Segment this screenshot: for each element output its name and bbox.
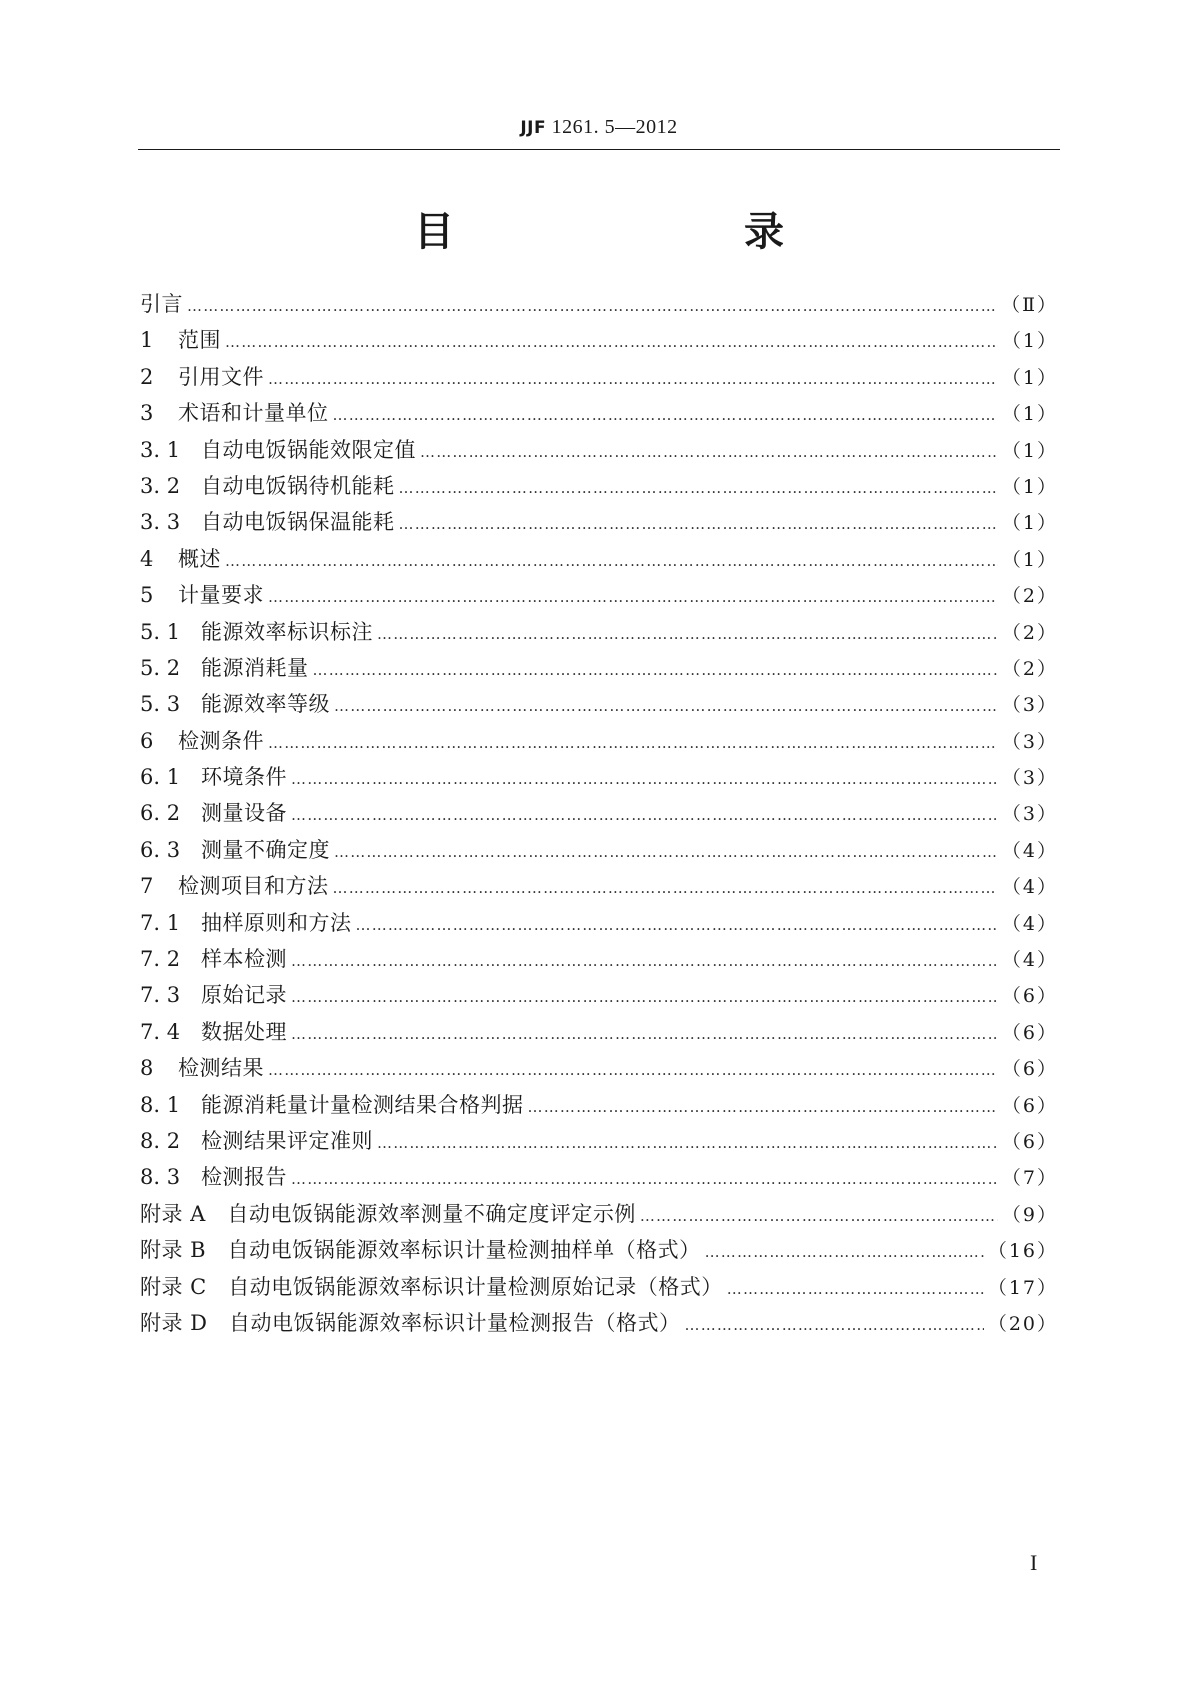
toc-entry-label: 抽样原则和方法 <box>201 910 352 935</box>
toc-entry-number: 3 <box>140 401 154 426</box>
toc-entry-page: （2） <box>1001 657 1058 680</box>
toc-entry-label: 测量设备 <box>201 801 287 826</box>
toc-leader-dots <box>399 479 998 497</box>
toc-entry[interactable] <box>140 1307 1058 1343</box>
toc-entry-page: （4） <box>1001 949 1058 972</box>
toc-entry-page: （6） <box>1001 1094 1058 1117</box>
toc-entry[interactable] <box>140 834 1058 870</box>
toc-entry[interactable] <box>140 579 1058 615</box>
toc-entry-number: 1 <box>140 328 154 353</box>
toc-entry-label: 环境条件 <box>201 765 287 790</box>
toc-entry-label: 概述 <box>178 546 221 571</box>
toc-entry-number: 5. 1 <box>140 619 181 644</box>
toc-entry-label: 能源效率等级 <box>201 692 330 717</box>
toc-entry-number: 6. 1 <box>140 765 181 790</box>
toc-entry-number: 3. 3 <box>140 510 181 535</box>
toc-entry[interactable] <box>140 1198 1058 1234</box>
toc-entry-number: 5 <box>140 583 154 608</box>
toc-leader-dots <box>225 333 998 351</box>
toc-leader-dots <box>291 770 998 788</box>
toc-entry-number: 3. 2 <box>140 473 181 498</box>
toc-entry[interactable] <box>140 1125 1058 1161</box>
toc-leader-dots <box>377 625 998 643</box>
toc-entry[interactable] <box>140 1161 1058 1197</box>
toc-entry-number: 2 <box>140 364 154 389</box>
toc-entry-page: （7） <box>1001 1167 1058 1190</box>
toc-entry-label: 引言 <box>140 292 183 316</box>
toc-entry[interactable] <box>140 506 1058 542</box>
toc-entry-page: （1） <box>1001 475 1058 498</box>
toc-entry-page: （1） <box>1001 403 1058 426</box>
toc-entry-page: （6） <box>1001 1058 1058 1081</box>
toc-entry-label: 附录 D 自动电饭锅能源效率标识计量检测报告（格式） <box>140 1310 681 1335</box>
toc-entry-label: 术语和计量单位 <box>178 401 329 426</box>
toc-leader-dots <box>313 661 998 679</box>
toc-entry[interactable] <box>140 1234 1058 1270</box>
toc-entry-page: （16） <box>987 1240 1058 1263</box>
toc-entry[interactable] <box>140 907 1058 943</box>
toc-leader-dots <box>268 734 998 752</box>
toc-entry-page: （1） <box>1001 439 1058 462</box>
toc-entry-label: 自动电饭锅待机能耗 <box>201 473 395 498</box>
toc-entry-page: （Ⅱ） <box>1001 294 1058 316</box>
toc-entry-number: 4 <box>140 546 154 571</box>
toc-entry[interactable] <box>140 979 1058 1015</box>
toc-leader-dots <box>377 1134 998 1152</box>
toc-leader-dots <box>705 1243 984 1261</box>
toc-entry[interactable] <box>140 288 1058 324</box>
toc-entry[interactable] <box>140 1052 1058 1088</box>
toc-entry-page: （3） <box>1001 767 1058 790</box>
toc-entry-label: 样本检测 <box>201 947 287 972</box>
toc-entry-number: 5. 3 <box>140 692 181 717</box>
toc-entry[interactable] <box>140 324 1058 360</box>
toc-entry-page: （6） <box>1001 1021 1058 1044</box>
toc-leader-dots <box>528 1098 998 1116</box>
toc-entry-label: 测量不确定度 <box>201 837 330 862</box>
toc-entry-page: （1） <box>1001 330 1058 353</box>
toc-entry[interactable] <box>140 761 1058 797</box>
toc-entry-page: （1） <box>1001 366 1058 389</box>
toc-entry[interactable] <box>140 434 1058 470</box>
document-header <box>138 116 1060 139</box>
toc-entry[interactable] <box>140 470 1058 506</box>
toc-leader-dots <box>291 952 998 970</box>
toc-entry-label: 检测结果 <box>178 1056 264 1081</box>
toc-entry-label: 引用文件 <box>178 364 264 389</box>
toc-entry-number: 5. 2 <box>140 655 181 680</box>
toc-entry[interactable] <box>140 725 1058 761</box>
toc-entry-number: 7. 4 <box>140 1019 181 1044</box>
toc-entry-label: 能源效率标识标注 <box>201 619 373 644</box>
toc-entry[interactable] <box>140 1271 1058 1307</box>
toc-leader-dots <box>334 843 998 861</box>
toc-entry-number: 8. 2 <box>140 1128 181 1153</box>
toc-entry-label: 检测结果评定准则 <box>201 1128 373 1153</box>
toc-entry-page: （1） <box>1001 548 1058 571</box>
toc-entry-number: 8 <box>140 1056 154 1081</box>
toc-entry-number: 7 <box>140 874 154 899</box>
toc-leader-dots <box>727 1280 984 1298</box>
toc-entry-page: （1） <box>1001 512 1058 535</box>
toc-entry-page: （2） <box>1001 621 1058 644</box>
toc-entry-number: 7. 1 <box>140 910 181 935</box>
toc-entry-label: 检测报告 <box>201 1165 287 1190</box>
toc-entry-page: （4） <box>1001 839 1058 862</box>
toc-leader-dots <box>268 588 998 606</box>
page-number: I <box>1030 1550 1038 1575</box>
toc-entry-number: 8. 1 <box>140 1092 181 1117</box>
page-title: 目 录 <box>414 209 854 255</box>
toc-entry-page: （6） <box>1001 1130 1058 1153</box>
toc-leader-dots <box>333 406 998 424</box>
toc-entry-number: 8. 3 <box>140 1165 181 1190</box>
standard-number: 1261. 5—2012 <box>551 116 678 138</box>
toc-entry-number: 3. 1 <box>140 437 181 462</box>
toc-entry-page: （4） <box>1001 876 1058 899</box>
toc-entry-label: 检测项目和方法 <box>178 874 329 899</box>
toc-entry[interactable] <box>140 652 1058 688</box>
toc-entry[interactable] <box>140 543 1058 579</box>
toc-entry-page: （3） <box>1001 803 1058 826</box>
toc-entry[interactable] <box>140 1089 1058 1125</box>
toc-leader-dots <box>268 370 998 388</box>
toc-leader-dots <box>420 443 998 461</box>
toc-entry[interactable] <box>140 616 1058 652</box>
toc-entry-number: 6. 3 <box>140 837 181 862</box>
toc-leader-dots <box>291 1170 998 1188</box>
toc-entry-page: （3） <box>1001 694 1058 717</box>
toc-leader-dots <box>333 879 998 897</box>
toc-entry[interactable] <box>140 361 1058 397</box>
toc-entry-number: 7. 3 <box>140 983 181 1008</box>
toc-entry-label: 附录 B 自动电饭锅能源效率标识计量检测抽样单（格式） <box>140 1238 701 1263</box>
toc-leader-dots <box>640 1207 998 1225</box>
standard-code: JJF <box>520 118 547 138</box>
toc-entry-label: 附录 A 自动电饭锅能源效率测量不确定度评定示例 <box>140 1201 636 1226</box>
toc-leader-dots <box>685 1316 984 1334</box>
toc-leader-dots <box>291 806 998 824</box>
toc-entry[interactable] <box>140 688 1058 724</box>
toc-entry[interactable] <box>140 943 1058 979</box>
toc-leader-dots <box>399 515 998 533</box>
toc-entry-label: 附录 C 自动电饭锅能源效率标识计量检测原始记录（格式） <box>140 1274 723 1299</box>
header-divider <box>138 149 1060 150</box>
toc-leader-dots <box>291 988 998 1006</box>
toc-entry-page: （4） <box>1001 912 1058 935</box>
table-of-contents <box>140 288 1058 1343</box>
toc-entry-label: 原始记录 <box>201 983 287 1008</box>
toc-leader-dots <box>225 552 998 570</box>
toc-entry-number: 6. 2 <box>140 801 181 826</box>
toc-entry[interactable] <box>140 797 1058 833</box>
toc-entry-number: 7. 2 <box>140 947 181 972</box>
toc-entry-label: 范围 <box>178 328 221 353</box>
toc-entry-label: 自动电饭锅保温能耗 <box>201 510 395 535</box>
toc-entry-label: 能源消耗量 <box>201 655 309 680</box>
toc-leader-dots <box>356 916 998 934</box>
toc-leader-dots <box>187 297 997 315</box>
toc-leader-dots <box>268 1061 998 1079</box>
toc-entry-number: 6 <box>140 728 154 753</box>
toc-entry-page: （6） <box>1001 985 1058 1008</box>
toc-entry-label: 能源消耗量计量检测结果合格判据 <box>201 1092 524 1117</box>
toc-entry-page: （20） <box>987 1312 1058 1335</box>
toc-entry-label: 计量要求 <box>178 583 264 608</box>
toc-entry-label: 检测条件 <box>178 728 264 753</box>
toc-entry-page: （9） <box>1001 1203 1058 1226</box>
toc-entry-page: （2） <box>1001 585 1058 608</box>
toc-leader-dots <box>291 1025 998 1043</box>
toc-entry-label: 数据处理 <box>201 1019 287 1044</box>
toc-entry-page: （17） <box>987 1276 1058 1299</box>
toc-entry-page: （3） <box>1001 730 1058 753</box>
toc-leader-dots <box>334 697 998 715</box>
toc-entry[interactable] <box>140 397 1058 433</box>
toc-entry[interactable] <box>140 870 1058 906</box>
toc-entry-label: 自动电饭锅能效限定值 <box>201 437 416 462</box>
toc-entry[interactable] <box>140 1016 1058 1052</box>
